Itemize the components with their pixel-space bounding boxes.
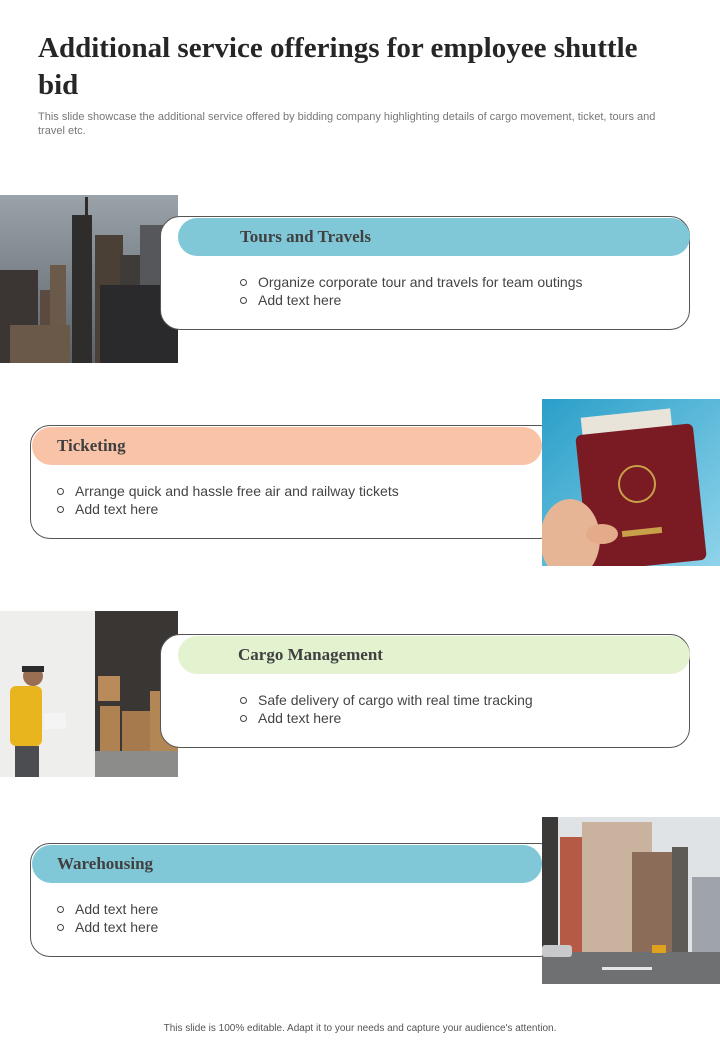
list-item: Add text here bbox=[57, 500, 399, 518]
ticketing-title: Ticketing bbox=[57, 436, 126, 455]
list-item: Organize corporate tour and travels for team outings bbox=[240, 273, 583, 291]
cargo-title: Cargo Management bbox=[238, 645, 383, 664]
cargo-header bbox=[178, 636, 690, 674]
cargo-bullets bbox=[240, 691, 533, 727]
list-item: Arrange quick and hassle free air and railway tickets bbox=[57, 482, 399, 500]
ticketing-bullets bbox=[57, 482, 399, 518]
footer-note: This slide is 100% editable. Adapt it to your needs and capture your audience's attention. bbox=[163, 1023, 557, 1034]
city-skyline-photo bbox=[0, 195, 178, 363]
ticketing-header bbox=[32, 427, 542, 465]
list-item: Add text here bbox=[240, 709, 533, 727]
tours-bullets bbox=[240, 273, 583, 309]
passport-photo bbox=[542, 399, 720, 566]
delivery-worker-photo bbox=[0, 611, 178, 777]
list-item: Add text here bbox=[57, 918, 158, 936]
city-street-photo bbox=[542, 817, 720, 984]
tours-header bbox=[178, 218, 690, 256]
list-item: Safe delivery of cargo with real time tracking bbox=[240, 691, 533, 709]
tours-title: Tours and Travels bbox=[240, 227, 372, 246]
page-subtitle: This slide showcase the additional service offered by bidding company highlighting details of cargo movement, ticket, tours and travel etc. bbox=[38, 111, 656, 137]
list-item: Add text here bbox=[240, 291, 583, 309]
warehousing-bullets bbox=[57, 900, 158, 936]
warehousing-header bbox=[32, 845, 542, 883]
list-item: Add text here bbox=[57, 900, 158, 918]
page-title: Additional service offerings for employee shuttle bid bbox=[38, 32, 638, 101]
warehousing-title: Warehousing bbox=[57, 854, 154, 873]
